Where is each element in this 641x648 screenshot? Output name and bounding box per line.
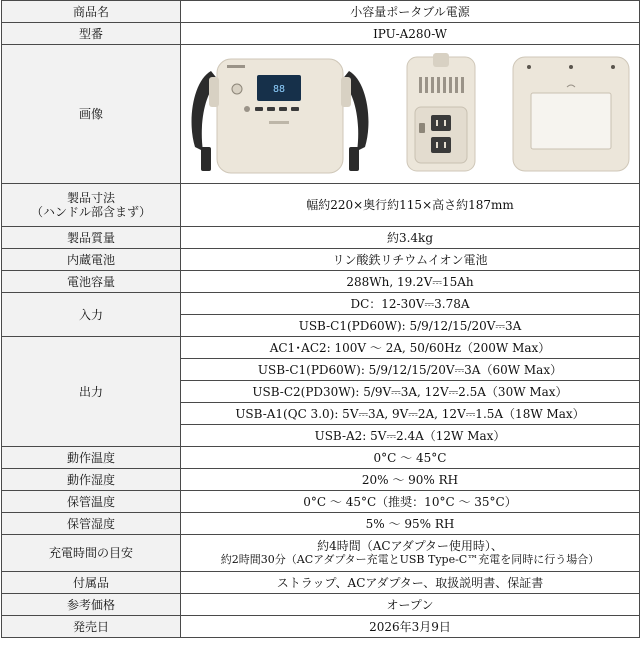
label-dimensions-line2: （ハンドル部含まず） <box>30 205 151 219</box>
product-images <box>181 45 639 183</box>
label-product-name: 商品名 <box>2 1 181 23</box>
row-release <box>2 616 640 638</box>
label-battery: 内蔵電池 <box>2 249 181 271</box>
label-storage-humidity: 保管湿度 <box>2 513 181 535</box>
label-release: 発売日 <box>2 616 181 638</box>
row-output-1 <box>2 337 640 359</box>
row-charge-time <box>2 535 640 572</box>
value-output-usbc2: USB-C2(PD30W): 5/9V⎓3A, 12V⎓2.5A（30W Max） <box>181 381 640 403</box>
value-battery: リン酸鉄リチウムイオン電池 <box>181 249 640 271</box>
label-dimensions <box>2 184 181 227</box>
label-model: 型番 <box>2 23 181 45</box>
row-weight <box>2 227 640 249</box>
value-price: オープン <box>181 594 640 616</box>
label-op-humidity: 動作湿度 <box>2 469 181 491</box>
value-model: IPU-A280-W <box>181 23 640 45</box>
row-storage-temp <box>2 491 640 513</box>
label-storage-temp: 保管温度 <box>2 491 181 513</box>
value-capacity: 288Wh, 19.2V⎓15Ah <box>181 271 640 293</box>
row-price <box>2 594 640 616</box>
row-model <box>2 23 640 45</box>
value-charge-time-line1: 約4時間（ACアダプター使用時）、 <box>317 539 503 553</box>
row-product-name <box>2 1 640 23</box>
row-accessories <box>2 572 640 594</box>
value-accessories: ストラップ、ACアダプター、取扱説明書、保証書 <box>181 572 640 594</box>
label-accessories: 付属品 <box>2 572 181 594</box>
label-dimensions-line1: 製品寸法 <box>66 191 115 205</box>
row-op-humidity <box>2 469 640 491</box>
row-capacity <box>2 271 640 293</box>
value-storage-humidity: 5% ～ 95% RH <box>181 513 640 535</box>
value-output-usbc1: USB-C1(PD60W): 5/9/12/15/20V⎓3A（60W Max） <box>181 359 640 381</box>
row-battery <box>2 249 640 271</box>
value-charge-time-line2: 約2時間30分（ACアダプター充電とUSB Type-C™充電を同時に行う場合） <box>220 553 600 566</box>
value-input-usbc: USB-C1(PD60W): 5/9/12/15/20V⎓3A <box>181 315 640 337</box>
label-price: 参考価格 <box>2 594 181 616</box>
value-release: 2026年3月9日 <box>181 616 640 638</box>
product-side-image <box>401 51 481 177</box>
svg-text:88: 88 <box>272 84 286 95</box>
label-op-temp: 動作温度 <box>2 447 181 469</box>
value-output-ac: AC1･AC2: 100V ～ 2A, 50/60Hz（200W Max） <box>181 337 640 359</box>
row-dimensions <box>2 184 640 227</box>
value-op-humidity: 20% ～ 90% RH <box>181 469 640 491</box>
label-input: 入力 <box>2 293 181 337</box>
value-output-usba1: USB-A1(QC 3.0): 5V⎓3A, 9V⎓2A, 12V⎓1.5A（18W Max） <box>181 403 640 425</box>
value-output-usba2: USB-A2: 5V⎓2.4A（12W Max） <box>181 425 640 447</box>
label-image: 画像 <box>2 45 181 184</box>
value-input-dc: DC：12-30V⎓3.78A <box>181 293 640 315</box>
value-weight: 約3.4kg <box>181 227 640 249</box>
row-image <box>2 45 640 184</box>
label-output: 出力 <box>2 337 181 447</box>
product-back-image <box>507 51 635 177</box>
label-weight: 製品質量 <box>2 227 181 249</box>
value-product-name: 小容量ポータブル電源 <box>181 1 640 23</box>
value-dimensions: 幅約220×奥行約115×高さ約187mm <box>181 184 640 227</box>
label-charge-time: 充電時間の目安 <box>2 535 181 572</box>
value-op-temp: 0°C ～ 45°C <box>181 447 640 469</box>
label-capacity: 電池容量 <box>2 271 181 293</box>
spec-table <box>1 0 640 638</box>
value-image <box>181 45 640 184</box>
row-op-temp <box>2 447 640 469</box>
product-front-image <box>185 51 375 177</box>
value-storage-temp: 0°C ～ 45°C（推奨：10°C ～ 35°C） <box>181 491 640 513</box>
row-storage-humidity <box>2 513 640 535</box>
row-input-1 <box>2 293 640 315</box>
value-charge-time <box>181 535 640 572</box>
